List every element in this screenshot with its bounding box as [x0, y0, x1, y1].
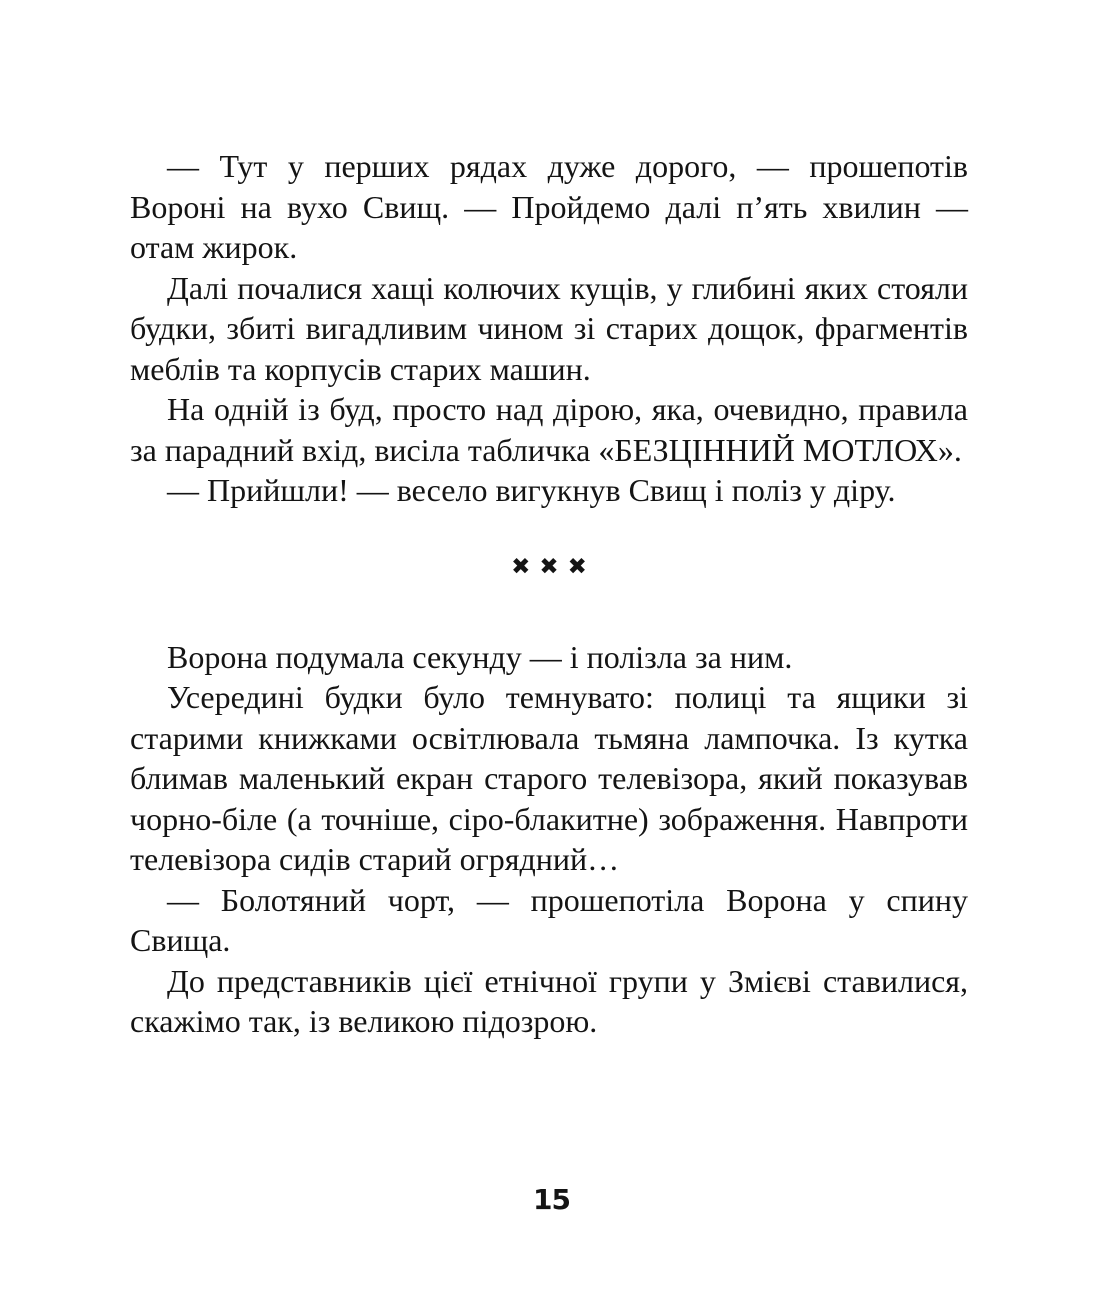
paragraph-6: Усередині будки було темнувато: полиці та ящики зі старими книжками освітлювала тьмяна лампочка. Із кутка блимав маленький екран старого телевізора, який показував чорно-біле (а точніше, сіро-блакитне) зображення. Навпроти телевізора сидів старий огрядний…: [130, 679, 968, 877]
section-break-ornament: ✖✖✖: [511, 553, 596, 580]
page-number: 15: [533, 1183, 570, 1216]
paragraph-8: До представників цієї етнічної групи у Змієві ставилися, скажімо так, із великою підозрою.: [130, 962, 968, 1039]
paragraph-4: — Прийшли! — весело вигукнув Свищ і поліз у діру.: [167, 472, 896, 508]
paragraph-5: Ворона подумала секунду — і полізла за ним.: [167, 638, 793, 675]
paragraph-7: — Болотяний чорт, — прошепотіла Ворона у спину Свища.: [130, 881, 968, 958]
paragraph-3: На одній із буд, просто над дірою, яка, очевидно, правила за парадний вхід, висіла табличка «БЕЗЦІННИЙ МОТЛОХ».: [130, 391, 968, 468]
paragraph-1: — Тут у перших рядах дуже дорого, — прошепотів Вороні на вухо Свищ. — Пройдемо далі п’ять хвилин — отам жирок.: [130, 148, 968, 265]
paragraph-2: Далі почалися хащі колючих кущів, у глибині яких стояли будки, збиті вигадливим чином зі старих дощок, фрагментів меблів та корпусів старих машин.: [130, 269, 968, 387]
text-block: [130, 146, 968, 1042]
